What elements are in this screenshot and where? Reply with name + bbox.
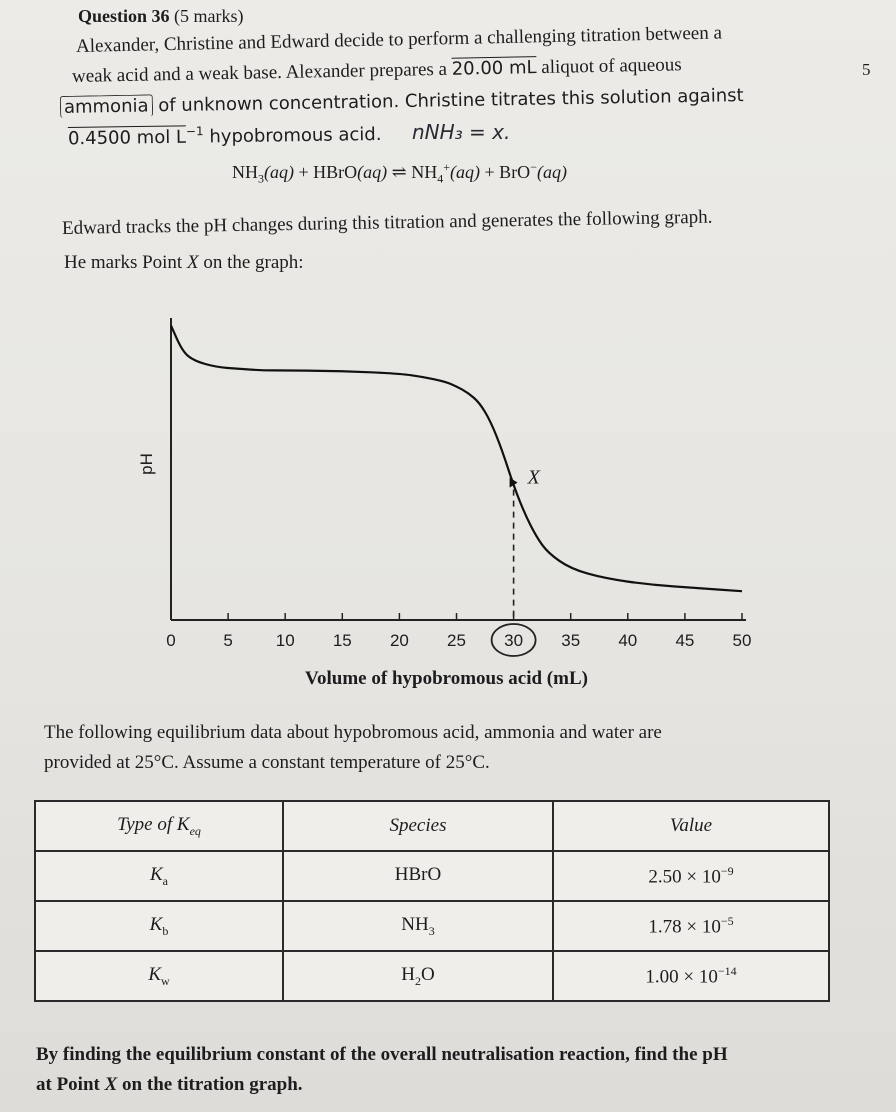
eq-nh4: NH	[411, 162, 438, 182]
intro-line-1: Alexander, Christine and Edward decide to perform a challenging titration between a	[75, 22, 723, 57]
cell-value	[553, 901, 829, 951]
eq-nh3-sub: 3	[258, 171, 264, 186]
question-number: Question 36	[78, 6, 170, 26]
eq-state-2: (aq)	[357, 162, 388, 182]
intro-line-2a: weak acid and a weak base. Alexander prepares a	[71, 58, 452, 87]
k-symbol: K	[148, 963, 161, 985]
cell-type	[35, 851, 283, 901]
edward-line-1: Edward tracks the pH changes during this titration and generates the following graph.	[61, 206, 713, 239]
ammonia-word: ammonia	[60, 94, 153, 118]
final-point-x: X	[104, 1074, 118, 1095]
equilibrium-table	[34, 800, 830, 1002]
header-species: Species	[283, 801, 553, 851]
x-tick-label: 20	[389, 631, 409, 650]
x-tick-label: 30	[504, 631, 524, 650]
final-question-2	[36, 1074, 303, 1096]
point-x-label: X	[527, 466, 540, 489]
edward-line-2b: on the graph:	[198, 252, 304, 273]
cell-type	[35, 951, 283, 1001]
eq-state-3: (aq)	[450, 162, 481, 182]
value-mantissa: 1.00 × 10	[645, 966, 718, 988]
eq-state-1: (aq)	[264, 162, 294, 182]
titration-curve	[171, 326, 742, 592]
x-tick-label: 5	[223, 631, 233, 650]
acid-concentration: 0.4500 mol L	[67, 126, 187, 150]
k-sub: a	[162, 873, 168, 888]
x-tick-label: 25	[447, 631, 466, 650]
intro-line-4c: hypobromous acid.	[203, 123, 382, 148]
eq-hbro: + HBrO	[294, 162, 358, 182]
concentration-exponent: −1	[185, 124, 204, 139]
cell-species	[283, 901, 553, 951]
x-tick-label: 50	[732, 631, 752, 650]
equilibrium-text-1: The following equilibrium data about hypobromous acid, ammonia and water are	[44, 722, 662, 743]
species-tail: O	[421, 963, 435, 985]
eq-bro: + BrO	[480, 162, 531, 182]
cell-species	[283, 951, 553, 1001]
species-sub: 3	[428, 923, 435, 938]
value-exponent: −14	[717, 963, 737, 978]
intro-line-2c: aliquot of aqueous	[536, 54, 682, 79]
eq-state-4: (aq)	[536, 162, 567, 182]
eq-nh4-sup: +	[443, 160, 451, 174]
eq-nh4-sub: 4	[437, 171, 444, 186]
x-tick-label: 15	[332, 631, 352, 650]
edward-point-x: X	[186, 252, 199, 273]
value-mantissa: 1.78 × 10	[648, 916, 721, 938]
cell-species	[283, 851, 553, 901]
equilibrium-text-2: provided at 25°C. Assume a constant temperature of 25°C.	[44, 752, 490, 773]
x-tick-label: 35	[561, 631, 581, 650]
header-value: Value	[553, 801, 829, 851]
x-tick-label: 40	[618, 631, 638, 650]
edward-line-2a: He marks Point	[64, 252, 187, 273]
table-row	[35, 901, 829, 951]
x-tick-label: 45	[675, 631, 695, 650]
value-exponent: −9	[720, 863, 734, 878]
k-symbol: K	[149, 863, 163, 885]
cell-type	[35, 901, 283, 951]
x-axis-label: Volume of hypobromous acid (mL)	[305, 668, 588, 689]
y-axis-label: pH	[137, 453, 156, 475]
eq-bro-sup: −	[530, 160, 537, 174]
handwritten-note: nNH₃ = x.	[412, 120, 511, 144]
x-tick-label: 10	[275, 631, 295, 650]
table-row	[35, 851, 829, 901]
final-line-2b: on the titration graph.	[117, 1074, 303, 1095]
k-sub: b	[162, 923, 169, 938]
table-header-row	[35, 801, 829, 851]
header-type	[35, 801, 283, 851]
cell-value	[553, 851, 829, 901]
species-text: NH	[401, 913, 429, 935]
cell-value	[553, 951, 829, 1001]
species-sub: 2	[415, 973, 421, 988]
k-symbol: K	[149, 913, 163, 935]
x-tick-label: 0	[166, 631, 176, 650]
question-marks: (5 marks)	[174, 6, 244, 26]
intro-line-3b: of unknown concentration. Christine titrates this solution against	[152, 85, 744, 117]
eq-arrow: ⇌	[387, 162, 412, 182]
value-mantissa: 2.50 × 10	[648, 866, 721, 888]
margin-marks: 5	[862, 60, 871, 79]
k-sub: w	[161, 973, 170, 988]
table-row	[35, 951, 829, 1001]
final-question-1: By finding the equilibrium constant of the overall neutralisation reaction, find the pH	[36, 1044, 728, 1065]
header-type-text: Type of K	[117, 813, 190, 835]
final-line-2a: at Point	[36, 1074, 105, 1095]
header-type-sub: eq	[189, 823, 201, 838]
aliquot-volume: 20.00 mL	[451, 57, 537, 80]
eq-nh3: NH	[232, 162, 258, 182]
species-text: HBrO	[394, 863, 442, 885]
value-exponent: −5	[720, 913, 734, 928]
species-text: H	[401, 963, 415, 985]
